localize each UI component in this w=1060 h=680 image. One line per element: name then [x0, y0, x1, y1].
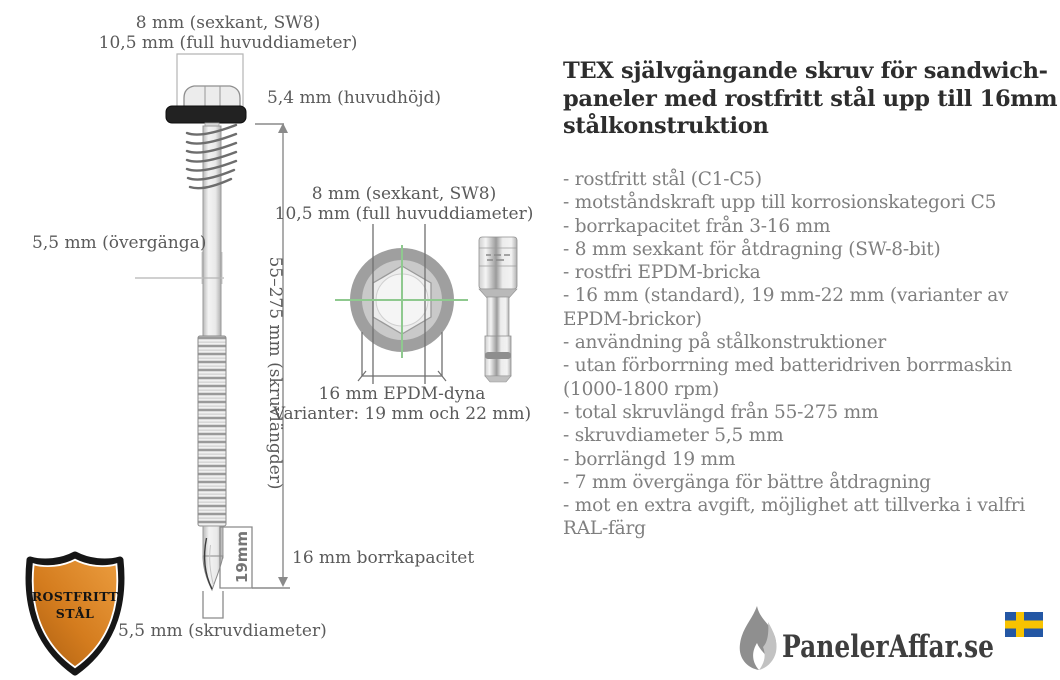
feature-item: - utan förborrning med batteridriven borrmaskin (1000-1800 rpm): [563, 355, 1013, 400]
feature-item: - 7 mm övergänga för bättre åtdragning: [563, 471, 931, 493]
hex-size-label: 8 mm (sexkant, SW8): [135, 13, 321, 33]
feature-item: - rostfri EPDM-bricka: [563, 262, 761, 284]
feature-item: - användning på stålkonstruktioner: [563, 332, 886, 354]
title-line-1: TEX självgängande skruv för sandwich-: [563, 58, 1048, 84]
arrow-down-icon: [278, 577, 288, 587]
screw-side-view: [166, 54, 246, 590]
feature-item: - total skruvlängd från 55-275 mm: [563, 401, 879, 423]
transition-label: 5,5 mm (övergänga): [32, 233, 207, 253]
title-line-3: stålkonstruktion: [563, 113, 769, 139]
feature-item: - rostfritt stål (C1-C5): [563, 169, 762, 190]
washer-size-label: 16 mm EPDM-dyna: [318, 384, 486, 404]
bit-chamfer: [485, 376, 511, 382]
tip-diameter-box: [203, 591, 223, 618]
feature-list: [563, 168, 1055, 541]
feature-item: - skruvdiameter 5,5 mm: [563, 425, 784, 447]
brand-logo: [730, 600, 1050, 675]
feature-item: - borrlängd 19 mm: [563, 448, 736, 470]
feature-item: - borrkapacitet från 3-16 mm: [563, 215, 831, 237]
topview-head-diameter-label: 10,5 mm (full huvuddiameter): [274, 204, 534, 224]
badge-line2: STÅL: [55, 606, 95, 621]
screw-diameter-label: 5,5 mm (skruvdiameter): [118, 621, 327, 641]
lower-thread: [198, 336, 226, 526]
socket-taper: [479, 289, 517, 298]
flame-icon: [740, 606, 777, 670]
drill-length-label: 19mm: [233, 530, 251, 584]
feature-item: - mot en extra avgift, möjlighet att tillverka i valfri RAL-färg: [563, 495, 1026, 540]
brand-name: PanelerAffar.se: [782, 629, 994, 665]
feature-item: - 16 mm (standard), 19 mm-22 mm (varianter av EPDM-brickor): [563, 285, 1009, 330]
page-title: [563, 58, 1060, 141]
washer-variants-label: Varianter: 19 mm och 22 mm): [272, 404, 532, 424]
head-diameter-label: 10,5 mm (full huvuddiameter): [98, 33, 358, 53]
screw-length-label: 55–275 mm (skruvlängder): [265, 256, 285, 490]
title-line-2: paneler med rostfritt stål upp till 16mm: [563, 85, 1058, 112]
drill-capacity-label: 16 mm borrkapacitet: [292, 548, 475, 568]
bit-groove: [485, 352, 511, 359]
bit-shaft: [487, 297, 509, 337]
feature-item: - motståndskraft upp till korrosionskategori C5: [563, 192, 997, 214]
swedish-flag-icon: [1005, 612, 1043, 637]
shield-badge: [29, 555, 121, 672]
topview-hex-label: 8 mm (sexkant, SW8): [311, 184, 497, 204]
head-height-label: 5,4 mm (huvudhöjd): [267, 88, 442, 108]
socket-head: [479, 237, 517, 289]
feature-item: - 8 mm sexkant för åtdragning (SW-8-bit): [563, 238, 941, 260]
badge-line1: ROSTFRITT: [31, 589, 119, 604]
epdm-washer: [166, 106, 246, 123]
screw-hex-head: [184, 86, 240, 108]
product-description: [563, 58, 1060, 141]
socket-driver-bit: [479, 237, 517, 382]
